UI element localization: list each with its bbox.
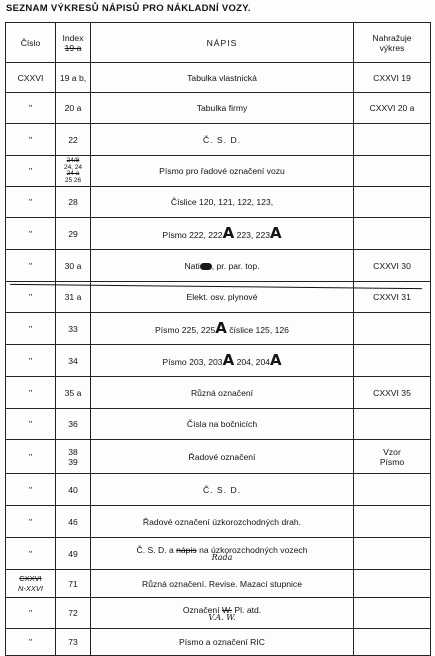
cell-napis: Řadové označení úzkorozchodných drah. (91, 506, 354, 538)
table-row (6, 63, 431, 93)
big-letter-glyph: A (222, 350, 235, 369)
table-header-row (6, 23, 431, 63)
napis-text: Č. S. D. a (136, 545, 174, 555)
cell-index: 35 a (56, 377, 91, 409)
cell-cislo: " (6, 218, 56, 250)
cell-index: 22 (56, 124, 91, 156)
nahrazuje-line: Vzor (383, 446, 401, 457)
cell-napis (91, 218, 354, 250)
cell-napis (91, 598, 354, 629)
napis-text: Písmo 225, 225 (155, 324, 216, 335)
cell-index: 71 (56, 570, 91, 598)
cell-napis: Č. S. D. (91, 124, 354, 156)
handwritten-note: Rada (211, 553, 233, 562)
table-row (6, 187, 431, 218)
cell-nahrazuje (354, 345, 431, 377)
page-title: SEZNAM VÝKRESŮ NÁPISŮ PRO NÁKLADNÍ VOZY. (6, 3, 251, 14)
napis-text: pr. par. top. (216, 260, 260, 271)
cell-nahrazuje (354, 570, 431, 598)
table-row (6, 506, 431, 538)
cell-nahrazuje (354, 474, 431, 506)
table-row (6, 93, 431, 124)
cell-nahrazuje (354, 629, 431, 656)
table-row (6, 156, 431, 187)
index-line: 39 (68, 456, 78, 467)
cell-napis: Tabulka vlastnická (91, 63, 354, 93)
index-line: 25 26 (64, 176, 82, 184)
cislo-line: CXXVI (19, 573, 42, 583)
cell-cislo: " (6, 598, 56, 629)
header-index (56, 23, 91, 63)
cell-napis (91, 345, 354, 377)
napis-struck-text: W. (222, 604, 233, 615)
index-line: 38 (68, 446, 78, 457)
cell-cislo: " (6, 506, 56, 538)
napis-text: Písmo 203, 203 (162, 356, 223, 367)
cell-index (56, 440, 91, 474)
cell-napis: Číslice 120, 121, 122, 123, (91, 187, 354, 218)
cell-nahrazuje (354, 218, 431, 250)
table-row (6, 598, 431, 629)
napis-text: Označení (182, 604, 220, 615)
index-line: 24, 24 (63, 163, 83, 171)
cell-nahrazuje: CXXVI 30 (354, 250, 431, 282)
table-row (6, 345, 431, 377)
big-letter-glyph: A (215, 318, 227, 337)
cell-napis: Písmo a označení RIC (91, 629, 354, 656)
cell-napis: Písmo pro řadové označení vozu (91, 156, 354, 187)
cell-index: 36 (56, 409, 91, 440)
napis-struck-text: nápis (176, 545, 197, 555)
cell-index: 20 a (56, 93, 91, 124)
cell-nahrazuje (354, 538, 431, 570)
cell-index: 29 (56, 218, 91, 250)
cell-cislo: " (6, 474, 56, 506)
cell-index: 40 (56, 474, 91, 506)
cell-index: 72 (56, 598, 91, 629)
big-letter-glyph: A (270, 223, 282, 242)
cell-nahrazuje (354, 440, 431, 474)
cell-napis: Různá označení. Revise. Mazací stupnice (91, 570, 354, 598)
napis-text: Nati (184, 260, 200, 271)
cell-nahrazuje: CXXVI 31 (354, 282, 431, 313)
header-nahrazuje-line2: výkres (379, 42, 405, 53)
cell-napis: Různá označení (91, 377, 354, 409)
table-row (6, 629, 431, 656)
napis-text: Pl. (234, 604, 245, 615)
cell-index: 19 a b, (56, 63, 91, 93)
table-row (6, 218, 431, 250)
table-row (6, 313, 431, 345)
cell-index: 34 (56, 345, 91, 377)
cell-nahrazuje (354, 598, 431, 629)
header-nahrazuje-line1: Nahražuje (372, 32, 412, 43)
cell-nahrazuje (354, 506, 431, 538)
napis-text: na úzkorozchodných vozech (199, 545, 308, 555)
cell-nahrazuje (354, 187, 431, 218)
cell-cislo: " (6, 345, 56, 377)
table-row (6, 570, 431, 598)
cell-cislo: " (6, 440, 56, 474)
cell-napis: Řadové označení (91, 440, 354, 474)
cell-cislo: " (6, 93, 56, 124)
cell-cislo: CXXVI (6, 63, 56, 93)
cell-index: 33 (56, 313, 91, 345)
cell-cislo: " (6, 409, 56, 440)
cell-napis: Tabulka firmy (91, 93, 354, 124)
cell-nahrazuje: CXXVI 19 (354, 63, 431, 93)
cell-cislo: " (6, 250, 56, 282)
table-row (6, 409, 431, 440)
napis-text: atd. (246, 604, 262, 615)
cell-napis: Č. S. D. (91, 474, 354, 506)
napis-text: Písmo 222, 222 (162, 229, 223, 240)
cislo-line: N-XXVI (17, 583, 43, 593)
cell-index: 30 a (56, 250, 91, 282)
napis-text: 223, 223 (236, 229, 271, 240)
cell-napis: Čísla na bočnicích (91, 409, 354, 440)
ink-blot (200, 263, 212, 270)
cell-nahrazuje: CXXVI 35 (354, 377, 431, 409)
table-row (6, 124, 431, 156)
header-index-line2: 19 a (64, 42, 82, 53)
cell-napis (91, 313, 354, 345)
nahrazuje-line: Písmo (379, 456, 405, 467)
table-row (6, 377, 431, 409)
header-index-line1: Index (62, 32, 84, 43)
cell-cislo: " (6, 187, 56, 218)
cell-napis (91, 538, 354, 570)
header-cislo: Číslo (6, 23, 56, 63)
cell-index (56, 156, 91, 187)
cell-cislo: " (6, 377, 56, 409)
napis-text: 204, 204 (236, 356, 271, 367)
table-row (6, 538, 431, 570)
cell-nahrazuje (354, 409, 431, 440)
cell-index: 28 (56, 187, 91, 218)
handwritten-note: V.A. W. (208, 612, 236, 622)
cell-cislo: " (6, 313, 56, 345)
cell-index: 46 (56, 506, 91, 538)
cell-cislo (6, 570, 56, 598)
header-napis: NÁPIS (91, 23, 354, 63)
cell-nahrazuje (354, 124, 431, 156)
cell-cislo: " (6, 282, 56, 313)
table-row (6, 440, 431, 474)
big-letter-glyph: A (270, 350, 282, 369)
napis-text: číslice 125, 126 (229, 324, 289, 335)
big-letter-glyph: A (222, 223, 235, 242)
table-row (6, 250, 431, 282)
cell-cislo: " (6, 124, 56, 156)
cell-index: 49 (56, 538, 91, 570)
index-line: 24/8 (66, 157, 80, 164)
cell-nahrazuje (354, 313, 431, 345)
cell-index: 31 a (56, 282, 91, 313)
drawings-table (5, 22, 431, 656)
cell-cislo: " (6, 538, 56, 570)
header-nahrazuje (354, 23, 431, 63)
cell-napis: Elekt. osv. plynové (91, 282, 354, 313)
cell-index: 73 (56, 629, 91, 656)
cell-napis: Nati , pr. par. top. (91, 250, 354, 282)
cell-nahrazuje: CXXVI 20 a (354, 93, 431, 124)
table-row (6, 474, 431, 506)
cell-cislo: " (6, 156, 56, 187)
cell-cislo: " (6, 629, 56, 656)
cell-nahrazuje (354, 156, 431, 187)
index-line: 24 a (66, 170, 80, 177)
